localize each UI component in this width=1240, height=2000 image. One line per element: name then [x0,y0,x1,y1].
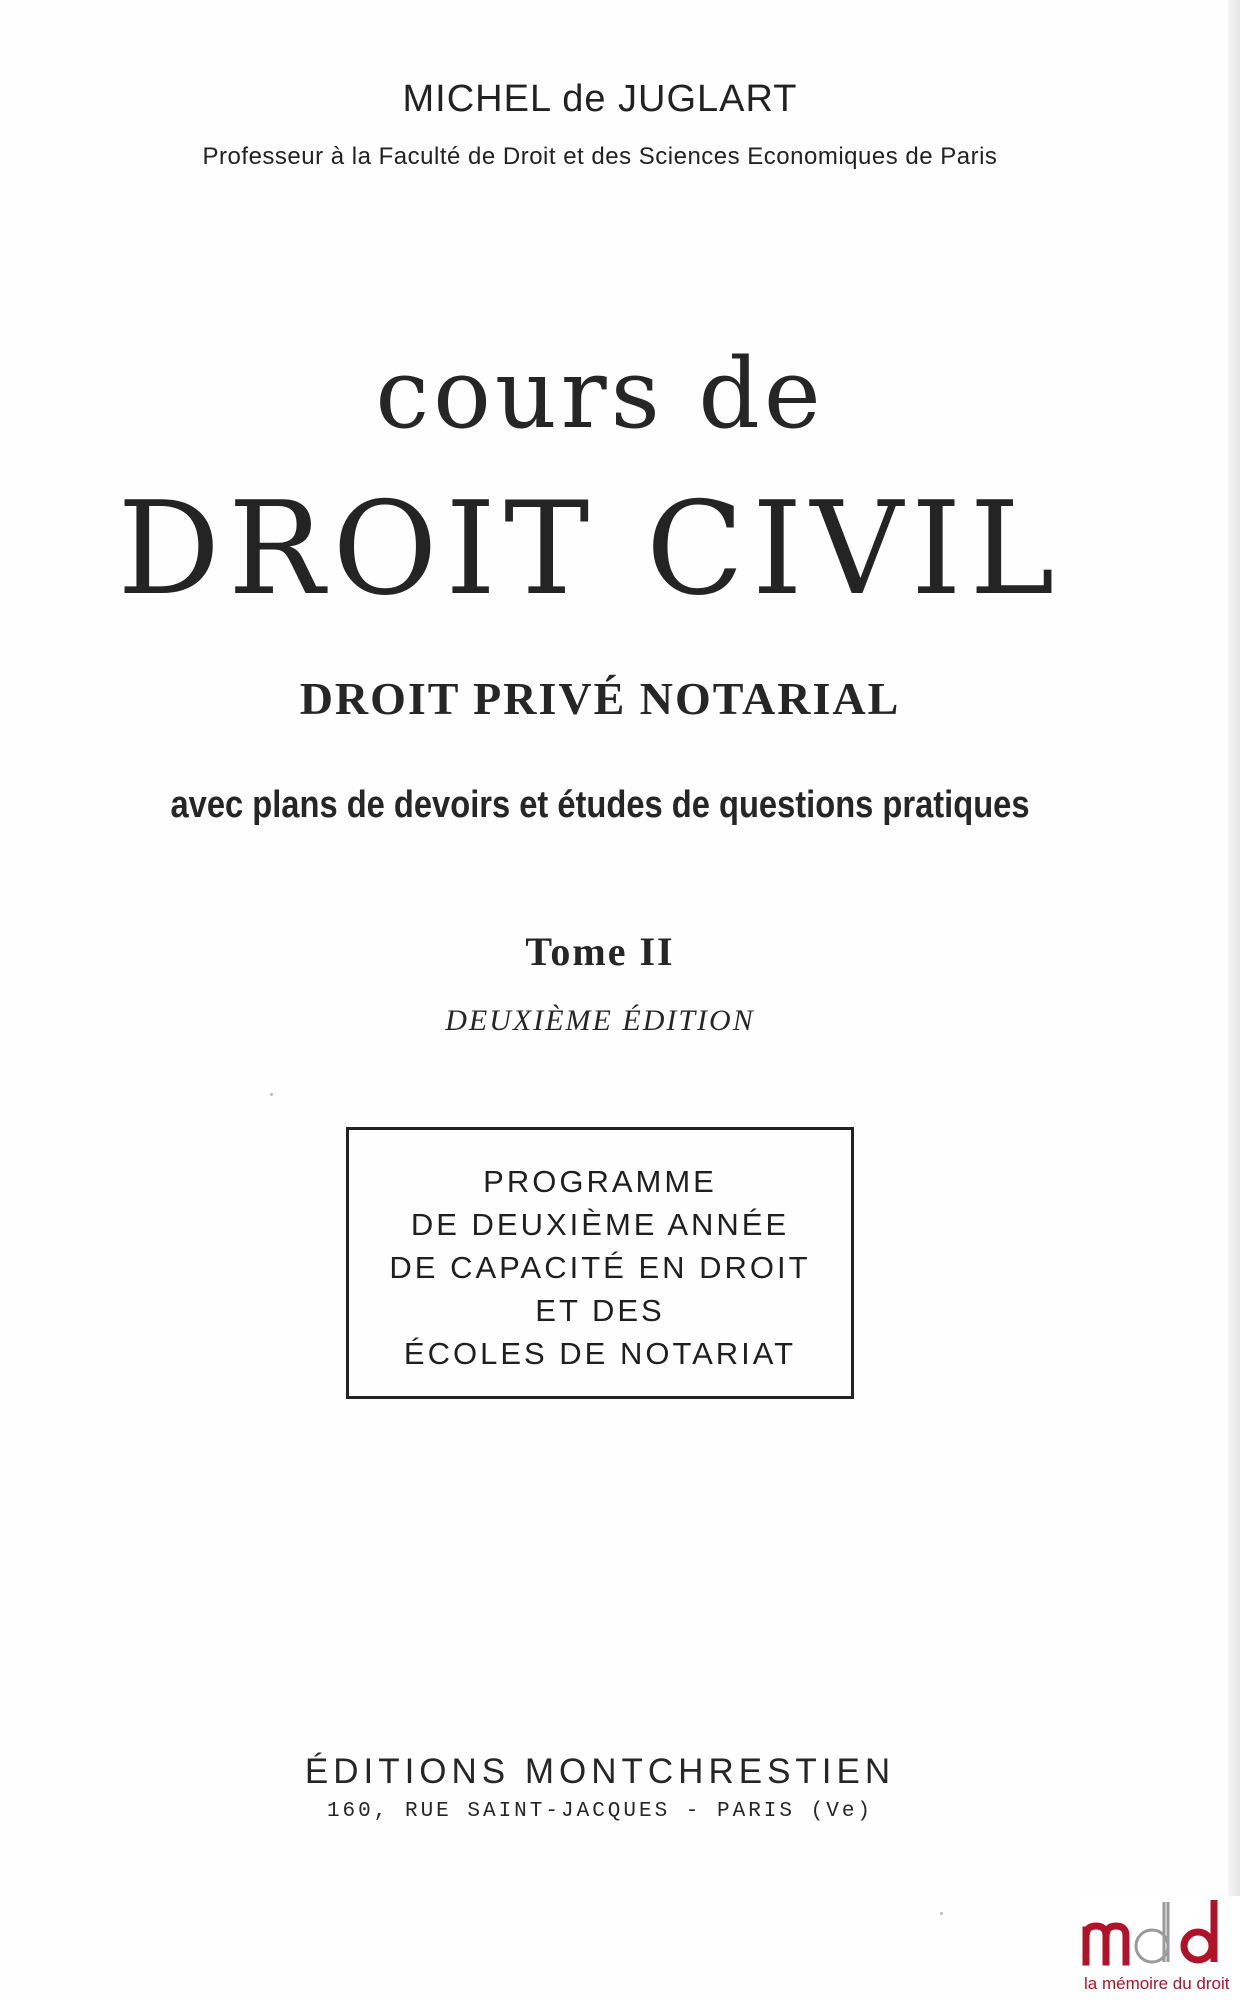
program-line-4: ET DES [535,1293,665,1328]
program-box [346,1127,854,1399]
edition-label: DEUXIÈME ÉDITION [445,1004,755,1037]
book-title-line-2: DROIT CIVIL [117,475,1063,624]
volume-number: Tome II [525,929,675,974]
publisher-name: ÉDITIONS MONTCHRESTIEN [304,1752,896,1791]
program-line-5: ÉCOLES DE NOTARIAT [403,1336,797,1371]
book-tagline: avec plans de devoirs et études de questions pratiques [170,784,1030,826]
program-line-3: DE CAPACITÉ EN DROIT [389,1250,811,1285]
page-edge-shadow [1228,0,1240,2000]
publisher-address: 160, RUE SAINT-JACQUES - PARIS (Ve) [326,1800,874,1823]
author-affiliation: Professeur à la Faculté de Droit et des Sciences Economiques de Paris [202,143,998,170]
program-line-2: DE DEUXIÈME ANNÉE [410,1207,790,1242]
watermark-caption: la mémoire du droit [1084,1974,1230,1993]
paper-speck [270,1093,273,1096]
book-subtitle: DROIT PRIVÉ NOTARIAL [299,673,901,724]
mdd-watermark [1080,1896,1240,2000]
paper-speck [940,1912,943,1915]
book-title-line-1: cours de [375,338,825,450]
program-text [349,1160,851,1375]
author-name: MICHEL de JUGLART [402,78,798,120]
program-line-1: PROGRAMME [483,1164,717,1199]
mdd-logo-icon [1080,1896,1236,1970]
